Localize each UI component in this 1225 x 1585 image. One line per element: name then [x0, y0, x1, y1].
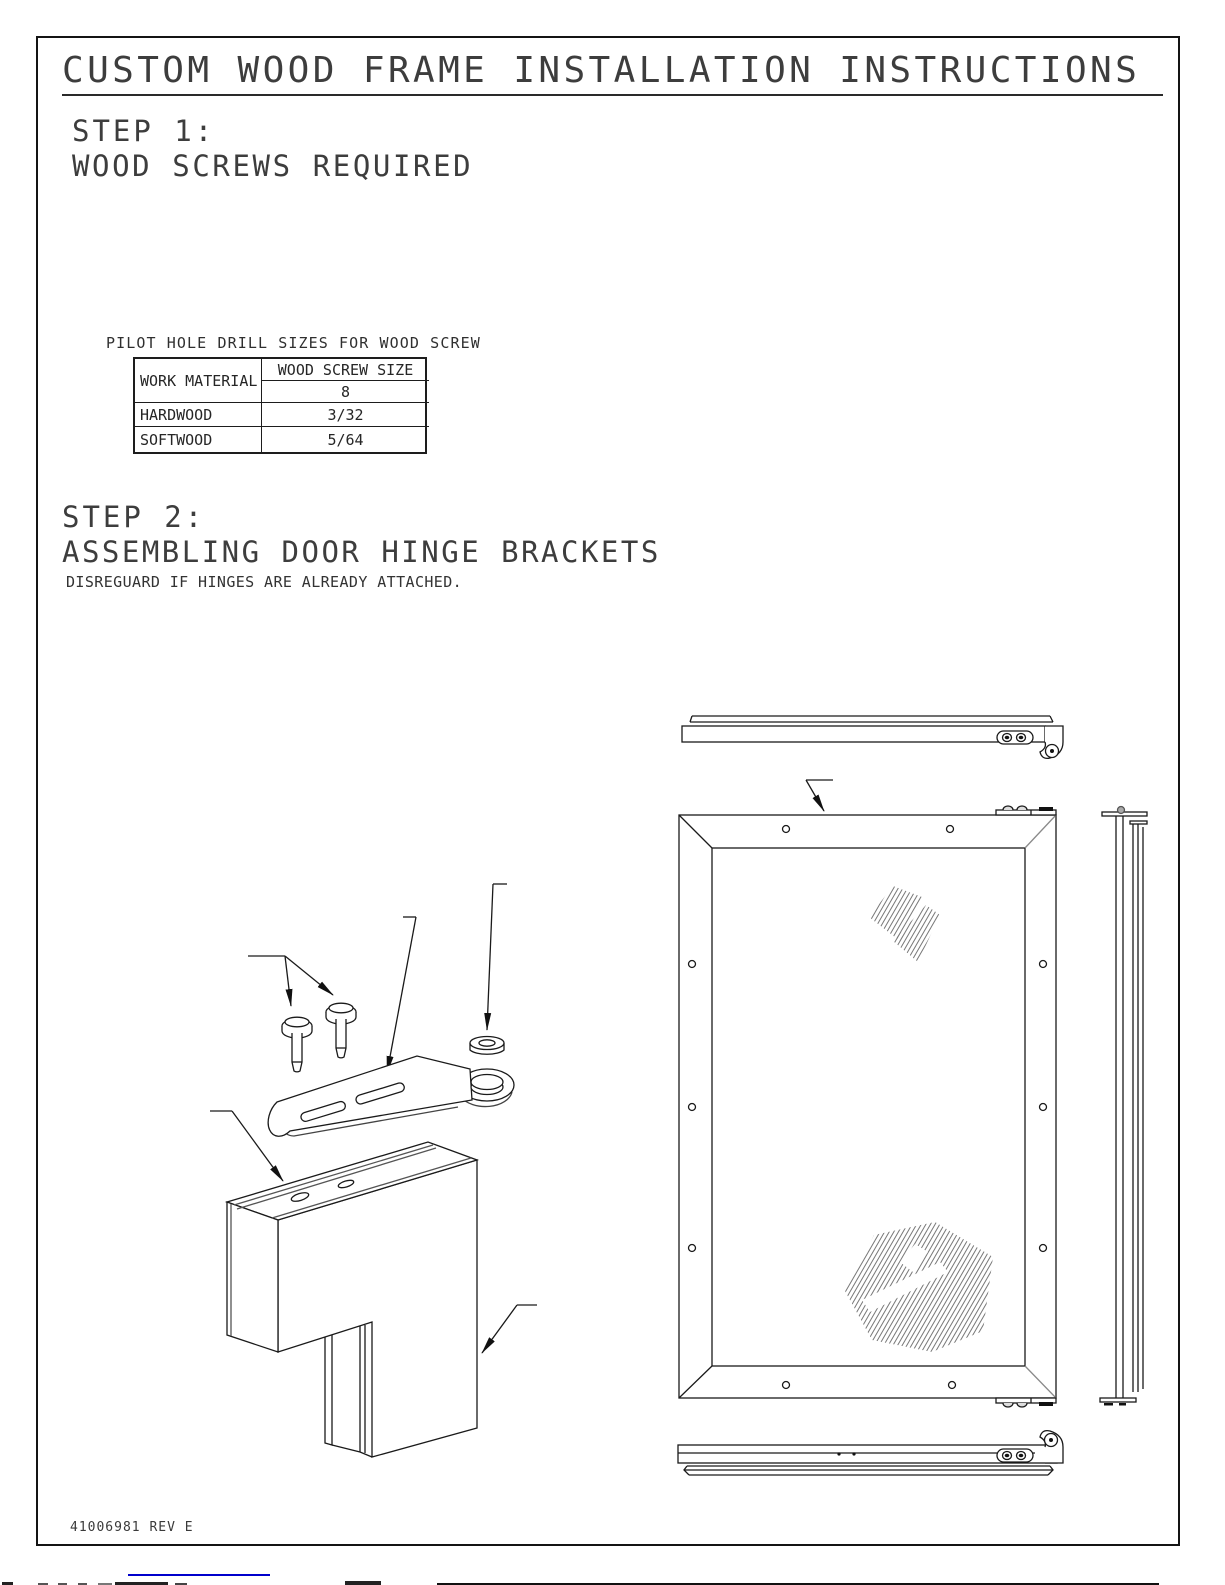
door-side-profile-drawing [1100, 807, 1147, 1406]
step2-heading: STEP 2: [62, 500, 206, 534]
work-material-header-cell: WORK MATERIAL [135, 359, 262, 403]
screw-size-header-cell: WOOD SCREW SIZE [262, 359, 429, 381]
door-bottom-edge-drawing [678, 1431, 1063, 1475]
step1-heading: STEP 1: [72, 114, 216, 148]
document-number: 41006981 REV E [70, 1520, 194, 1535]
link-underline-fragment[interactable] [128, 1574, 270, 1576]
step2-note: DISREGUARD IF HINGES ARE ALREADY ATTACHED. [66, 573, 463, 591]
screw-size-value-cell: 8 [262, 381, 429, 403]
leader-arrow-frame [806, 780, 833, 811]
door-corner-drawing [227, 1142, 477, 1457]
screw-drawing [326, 1003, 356, 1058]
hinge-bracket-drawing [268, 1056, 514, 1136]
page-title: CUSTOM WOOD FRAME INSTALLATION INSTRUCTIONS [62, 50, 1163, 96]
bushing-drawing [470, 1037, 504, 1055]
hinge-plate-bottom-edge [996, 1398, 1056, 1407]
step1-subheading: WOOD SCREWS REQUIRED [72, 149, 474, 183]
door-front-view-drawing [679, 806, 1056, 1407]
leader-arrow-bracket [387, 917, 416, 1073]
hinge-plate-top-edge [996, 806, 1056, 815]
leader-arrows-screws [248, 956, 333, 1006]
leader-arrow-door-edge [482, 1305, 537, 1353]
screw-drawing [282, 1017, 312, 1072]
material-cell-hardwood: HARDWOOD [135, 403, 262, 427]
glass-glare-hatching [845, 886, 993, 1352]
step2-subheading: ASSEMBLING DOOR HINGE BRACKETS [62, 535, 661, 569]
door-top-edge-drawing [682, 716, 1063, 758]
size-cell-hardwood: 3/32 [262, 403, 429, 427]
page-bottom-clipped-content [345, 1581, 381, 1585]
size-cell-softwood: 5/64 [327, 430, 364, 449]
leader-arrow-bushing [487, 884, 507, 1030]
pilot-hole-table-caption: PILOT HOLE DRILL SIZES FOR WOOD SCREW [106, 334, 481, 352]
material-cell-softwood: SOFTWOOD [135, 427, 262, 452]
